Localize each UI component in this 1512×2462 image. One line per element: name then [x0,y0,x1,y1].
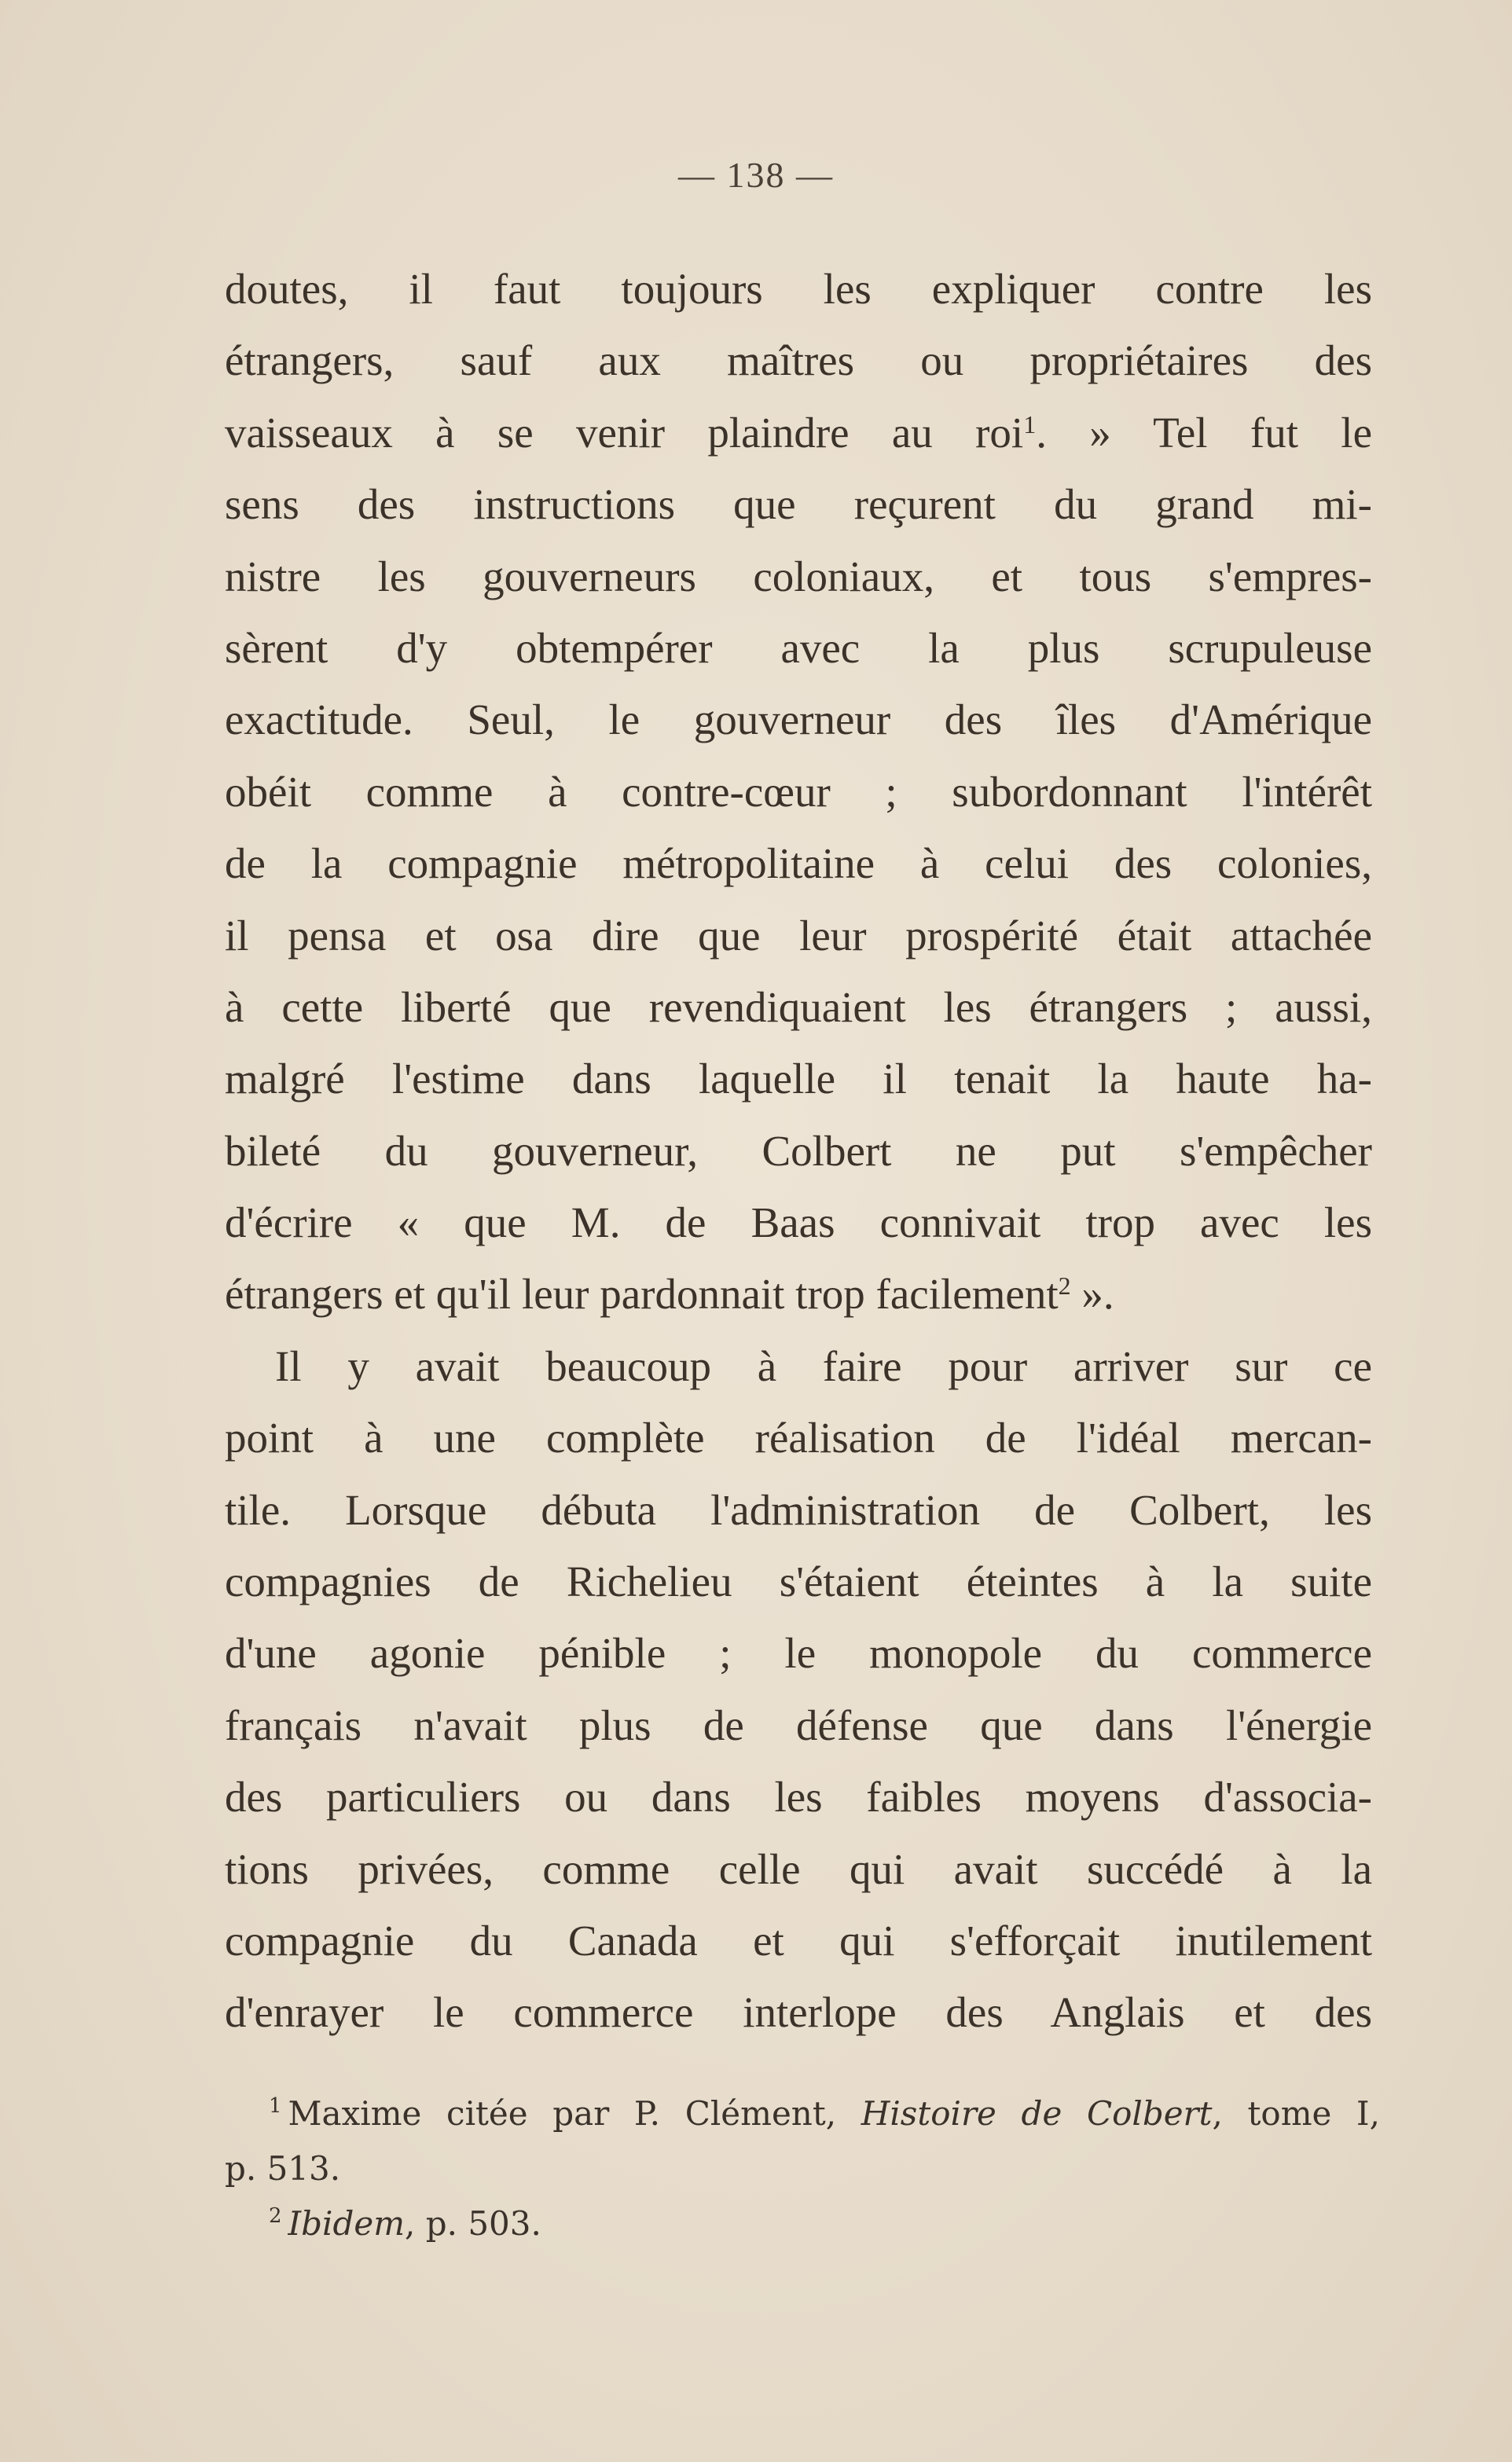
page-number: — 138 — [678,155,834,195]
text-line: vaisseaux à se venir plaindre au roi$^1$. » Tel fut le [225,408,1372,457]
footnote-ref-1: 1 [1023,409,1037,438]
text-line: d'écrire « que M. de Baas connivait trop avec les [225,1198,1372,1247]
footnote-mark-1: 1 [269,2094,282,2118]
text-line: tile. Lorsque débuta l'administration de Colbert, les [225,1485,1372,1534]
text-line: tions privées, comme celle qui avait succédé à la [225,1844,1372,1893]
text-line: compagnies de Richelieu s'étaient éteintes à la suite [225,1558,1372,1606]
footnote-ref-2: 2 [1058,1271,1071,1301]
footnotes [225,2086,1380,2251]
text-line: sens des instructions que reçurent du grand mi- [225,480,1372,529]
footnote-2-title: Ibidem [288,2204,406,2243]
footnote-1: $^1$ Maxime citée par P. Clément, Histoire de Colbert, tome I, [269,2094,1380,2133]
text-line: il pensa et osa dire que leur prospérité était attachée [225,911,1372,959]
footnote-1-title: Histoire de Colbert [861,2094,1213,2133]
text-line: malgré l'estime dans laquelle il tenait la haute ha- [225,1055,1372,1103]
text-line: doutes, il faut toujours les expliquer contre les [225,265,1372,313]
text-line: compagnie du Canada et qui s'efforçait inutilement [225,1916,1372,1965]
text-line: d'enrayer le commerce interlope des Anglais et des [225,1988,1372,2037]
paragraph-start-line: Il y avait beaucoup à faire pour arriver sur ce [275,1341,1372,1390]
text-line: à cette liberté que revendiquaient les étrangers ; aussi, [225,982,1372,1031]
text-line: nistre les gouverneurs coloniaux, et tous s'empres- [225,552,1372,600]
text-line: de la compagnie métropolitaine à celui des colonies, [225,839,1372,888]
footnote-mark-2: 2 [269,2204,282,2228]
text-line: point à une complète réalisation de l'idéal mercan- [225,1414,1372,1462]
text-line: obéit comme à contre-cœur ; subordonnant l'intérêt [225,767,1372,816]
footnote-1-continuation: p. 513. [225,2149,341,2188]
body-text [225,253,1372,2049]
text-line: étrangers, sauf aux maîtres ou propriétaires des [225,336,1372,385]
text-line: étrangers et qu'il leur pardonnait trop facilement$^2$ ». [225,1270,1114,1319]
text-line: exactitude. Seul, le gouverneur des îles d'Amérique [225,695,1372,744]
text-line: français n'avait plus de défense que dans l'énergie [225,1701,1372,1749]
text-line: sèrent d'y obtempérer avec la plus scrupuleuse [225,623,1372,672]
text-line: d'une agonie pénible ; le monopole du commerce [225,1629,1372,1678]
text-line: des particuliers ou dans les faibles moyens d'associa- [225,1773,1372,1822]
footnote-2: $^2$ Ibidem, p. 503. [269,2204,541,2243]
text-line: bileté du gouverneur, Colbert ne put s'empêcher [225,1126,1372,1175]
